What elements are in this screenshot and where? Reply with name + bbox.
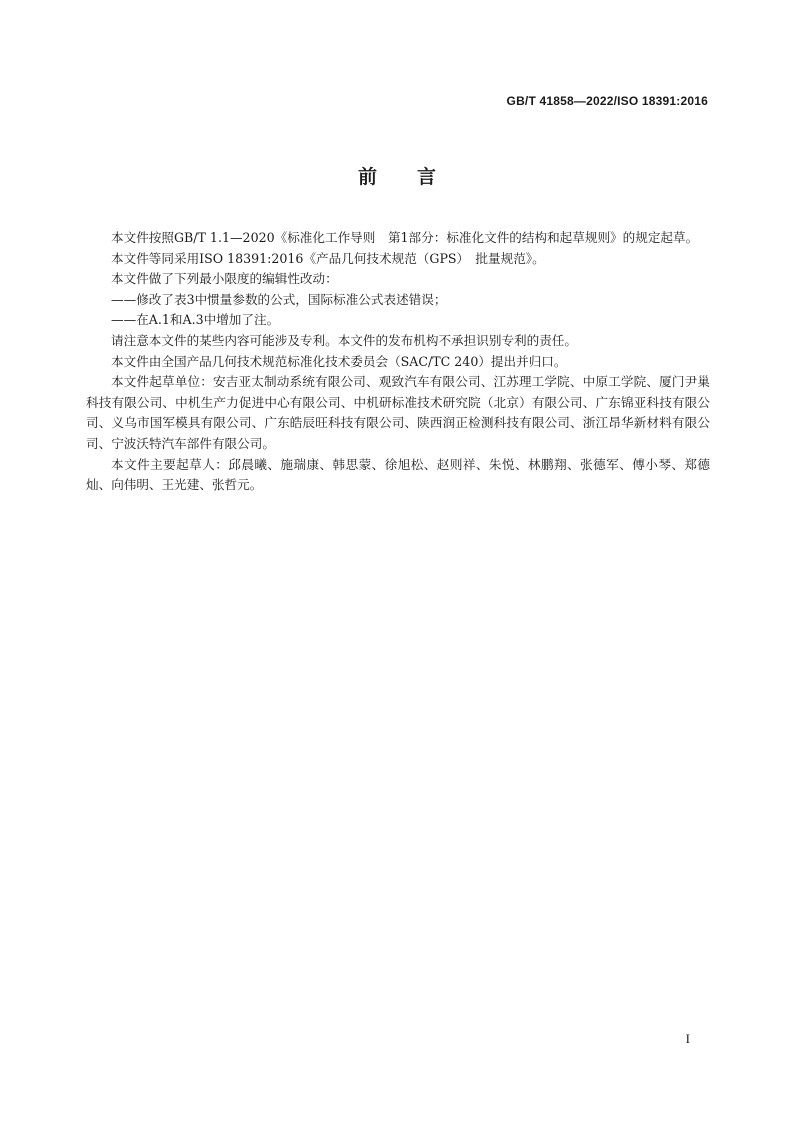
page-number: I <box>685 1031 690 1046</box>
paragraph-drafting-units: 本文件起草单位：安吉亚太制动系统有限公司、观致汽车有限公司、江苏理工学院、中原工学院、厦门尹巢科技有限公司、中机生产力促进中心有限公司、中机研标准技术研究院（北京）有限公司、广东锦亚科技有限公司、义乌市国军模具有限公司、广东皓辰旺科技有限公司、陕西润正检测科技有限公司、浙江昂华新材料有限公司、宁波沃特汽车部件有限公司。 <box>86 374 710 451</box>
foreword-body <box>86 228 710 496</box>
paragraph-editorial-changes: 本文件做了下列最小限度的编辑性改动： <box>111 271 338 287</box>
standard-number: GB/T 41858—2022/ISO 18391:2016 <box>506 94 708 108</box>
paragraph-patent-notice: 请注意本文件的某些内容可能涉及专利。本文件的发布机构不承担识别专利的责任。 <box>111 332 577 348</box>
list-item-change-1: ——修改了表3中惯量参数的公式，国际标准公式表述错误； <box>111 291 447 307</box>
list-item-change-2: ——在A.1和A.3中增加了注。 <box>111 312 280 328</box>
page-title: 前言 <box>357 166 476 188</box>
paragraph-adoption: 本文件等同采用ISO 18391:2016《产品几何技术规范（GPS） 批量规范》。 <box>111 250 545 266</box>
paragraph-drafters: 本文件主要起草人：邱晨曦、施瑞康、韩思蒙、徐旭松、赵则祥、朱悦、林鹏翔、张德军、傅小琴、郑德灿、向伟明、王光建、张哲元。 <box>86 456 710 493</box>
paragraph-drafting-rules: 本文件按照GB/T 1.1—2020《标准化工作导则 第1部分：标准化文件的结构和起草规则》的规定起草。 <box>111 230 699 245</box>
paragraph-committee: 本文件由全国产品几何技术规范标准化技术委员会（SAC/TC 240）提出并归口。 <box>111 353 567 369</box>
